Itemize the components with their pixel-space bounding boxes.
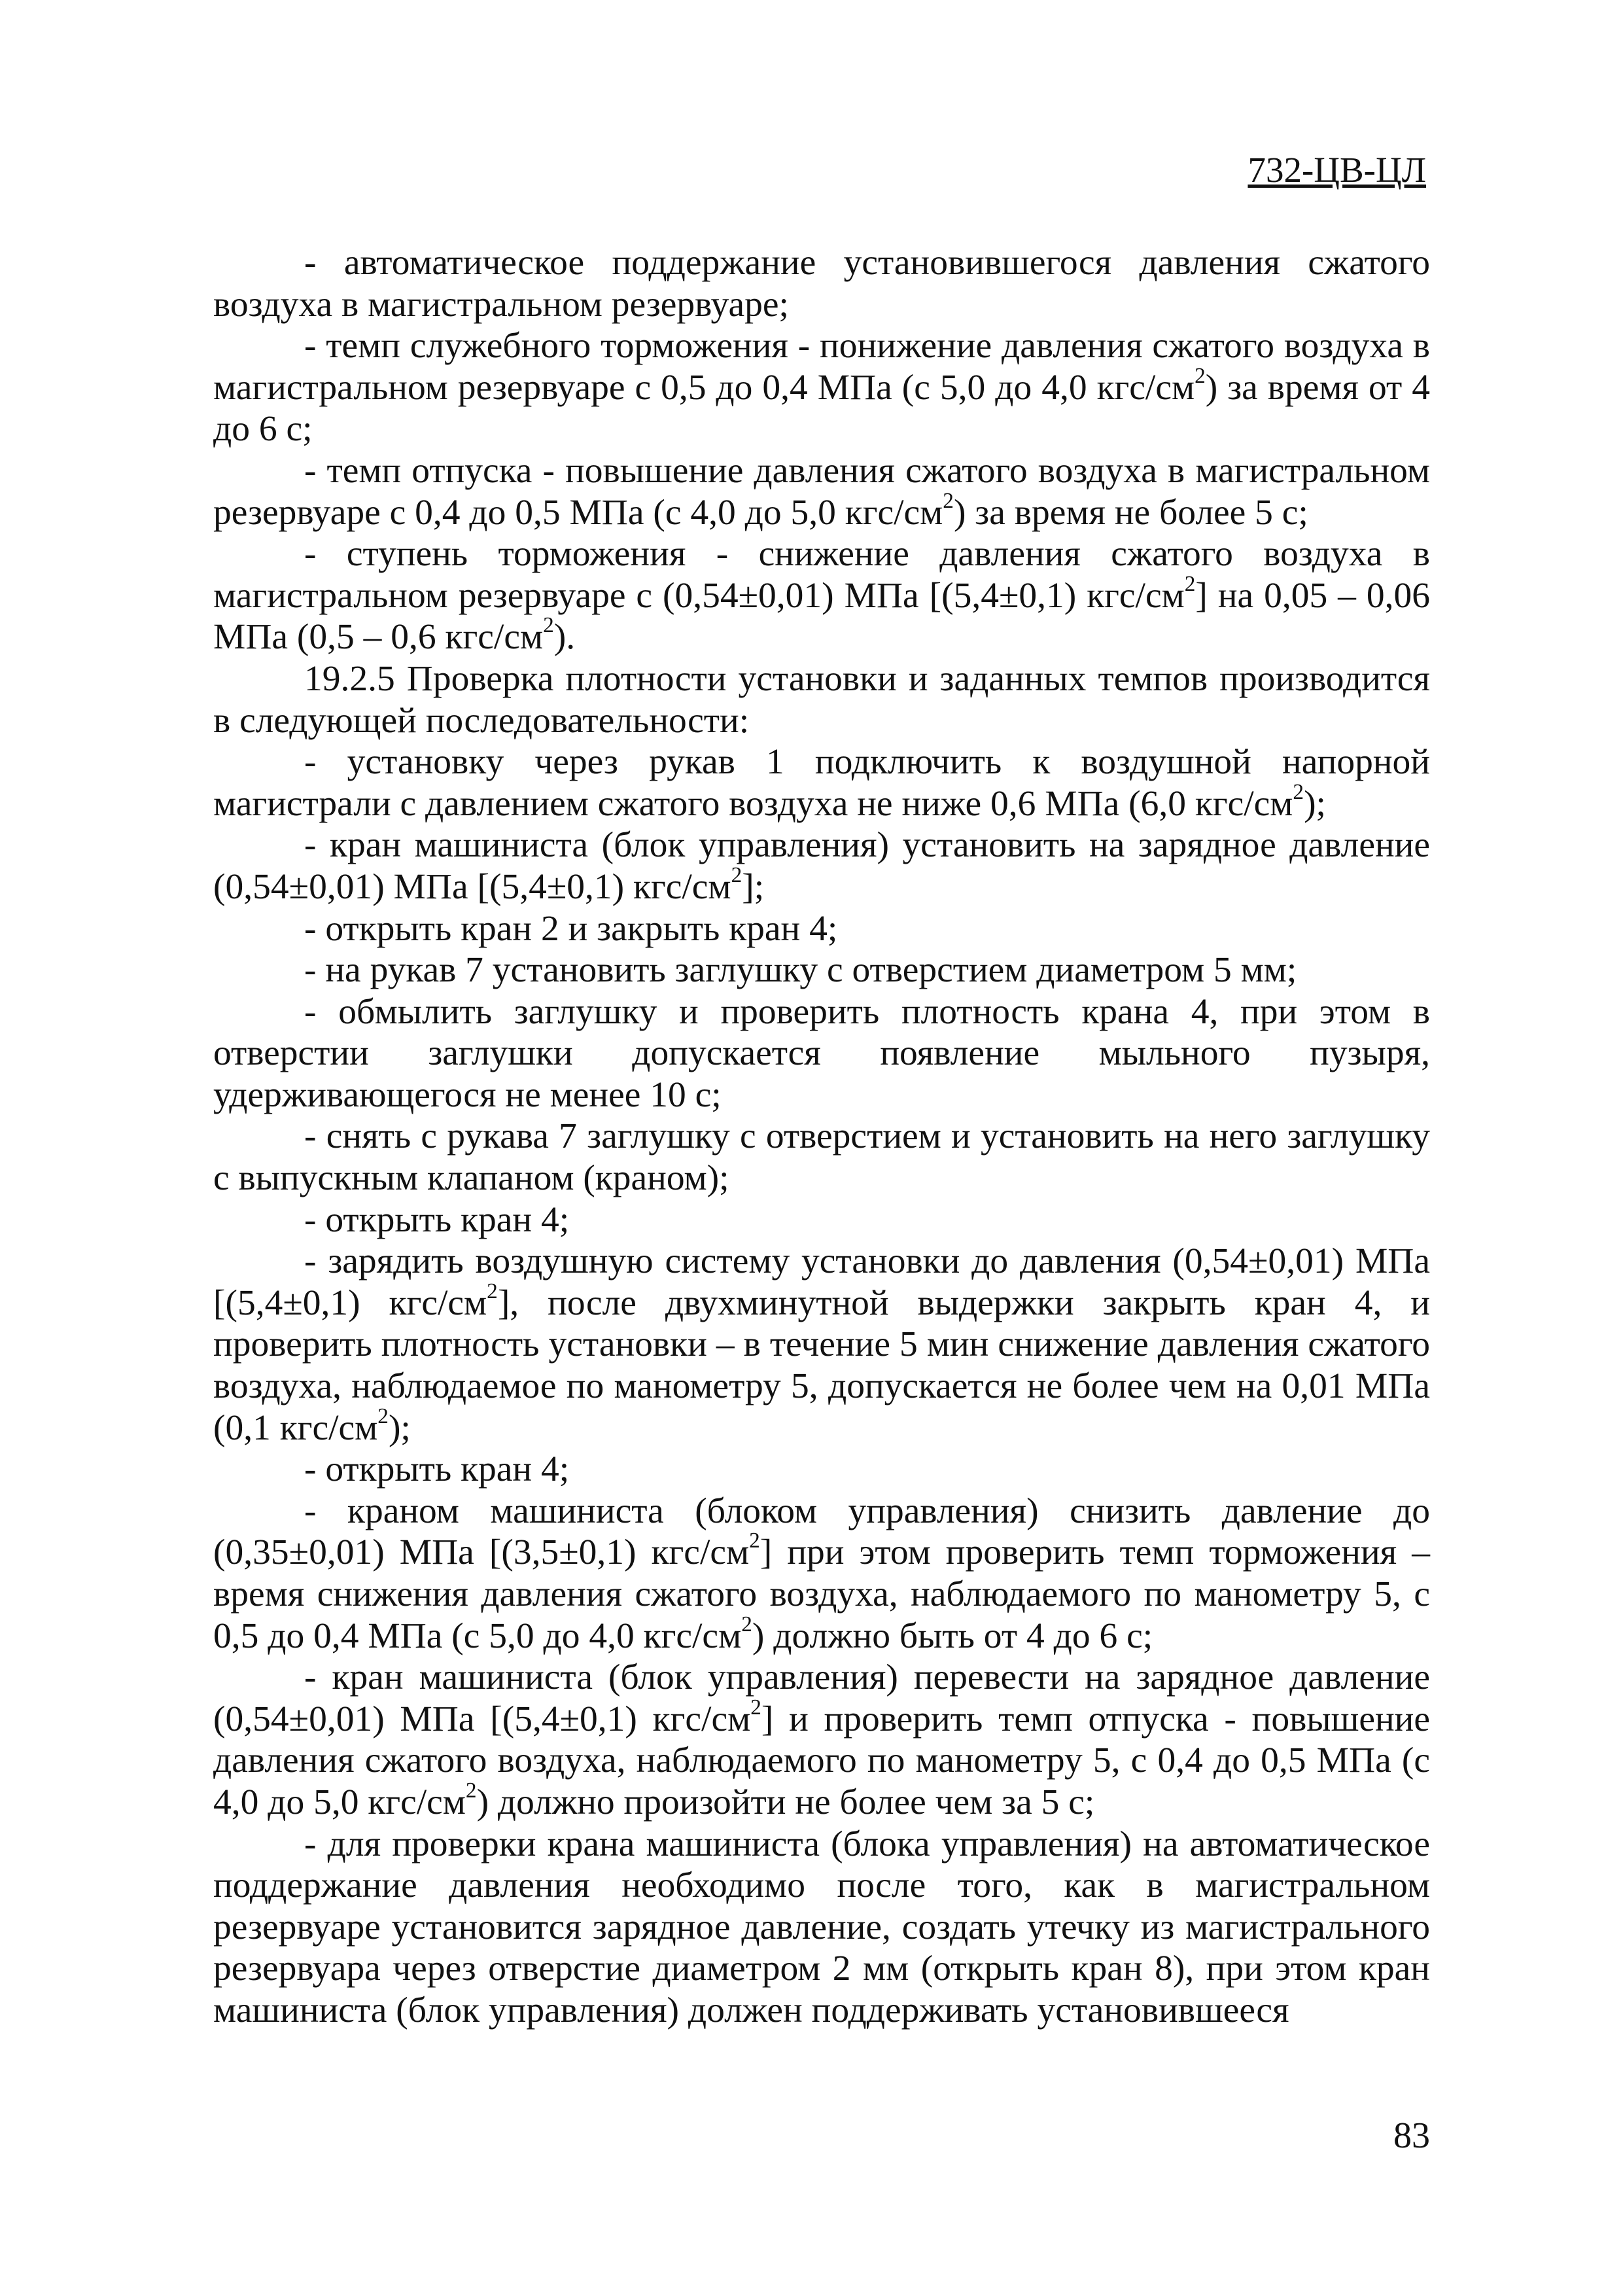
- superscript-two: 2: [741, 1612, 752, 1636]
- superscript-two: 2: [543, 613, 554, 638]
- paragraph-step-set-charge-pressure: - кран машиниста (блок управления) установить на зарядное давление (0,54±0,01) МПа [(5,4±0,1) кгс/$см^2$];: [213, 825, 1430, 907]
- paragraph-step-open-valve-4: - открыть кран 4;: [304, 1199, 570, 1240]
- paragraph-step-return-charge-pressure: - кран машиниста (блок управления) перевести на зарядное давление (0,54±0,01) МПа [(5,4±0,1) кгс/$см^2$] и проверить темп отпуска - повышение давления сжатого воздуха, наблюдаемого по манометру 5, с 0,4 до 0,5 МПа (с 4,0 до 5,0 кгс/$см^2$) должно произойти не более чем за 5 с;: [213, 1657, 1430, 1822]
- paragraph-step-install-plug: - на рукав 7 установить заглушку с отверстием диаметром 5 мм;: [304, 950, 1297, 991]
- page-number: 83: [1393, 2115, 1430, 2156]
- superscript-two: 2: [1195, 363, 1206, 388]
- superscript-two: 2: [1184, 571, 1196, 596]
- document-body: [213, 242, 1430, 2032]
- paragraph-step-replace-plug: - снять с рукава 7 заглушку с отверстием и установить на него заглушку с выпускным клапаном (краном);: [213, 1116, 1430, 1199]
- paragraph-auto-maintenance: - автоматическое поддержание установившегося давления сжатого воздуха в магистральном резервуаре;: [213, 243, 1430, 325]
- paragraph-step-charge-system: - зарядить воздушную систему установки до давления (0,54±0,01) МПа [(5,4±0,1) кгс/$см^2$], после двухминутной выдержки закрыть кран 4, и проверить плотность установки – в течение 5 мин снижение давления сжатого воздуха, наблюдаемое по манометру 5, допускается не более чем на 0,01 МПа (0,1 кгс/$см^2$);: [213, 1241, 1430, 1448]
- paragraph-section-19-2-5: 19.2.5 Проверка плотности установки и заданных темпов производится в следующей последовательности:: [213, 658, 1430, 741]
- superscript-two: 2: [377, 1404, 389, 1428]
- document-code: 732-ЦВ-ЦЛ: [1248, 150, 1426, 190]
- superscript-two: 2: [487, 1279, 498, 1303]
- paragraph-service-braking-rate: - темп служебного торможения - понижение давления сжатого воздуха в магистральном резервуаре с 0,5 до 0,4 МПа (с 5,0 до 4,0 кгс/$см^2$) за время от 4 до 6 с;: [213, 326, 1430, 450]
- paragraph-step-reduce-pressure: - краном машиниста (блоком управления) снизить давление до (0,35±0,01) МПа [(3,5±0,1) кгс/$см^2$] при этом проверить темп торможения – время снижения давления сжатого воздуха, наблюдаемого по манометру 5, с 0,5 до 0,4 МПа (с 5,0 до 4,0 кгс/$см^2$) должно быть от 4 до 6 с;: [213, 1491, 1430, 1656]
- paragraph-braking-step: - ступень торможения - снижение давления сжатого воздуха в магистральном резервуаре с (0,54±0,01) МПа [(5,4±0,1) кгс/$см^2$] на 0,05 – 0,06 МПа (0,5 – 0,6 кгс/$см^2$).: [213, 534, 1430, 658]
- superscript-two: 2: [465, 1778, 477, 1803]
- paragraph-step-soap-test: - обмылить заглушку и проверить плотность крана 4, при этом в отверстии заглушки допускается появление мыльного пузыря, удерживающегося не менее 10 с;: [213, 991, 1430, 1115]
- paragraph-release-rate: - темп отпуска - повышение давления сжатого воздуха в магистральном резервуаре с 0,4 до 0,5 МПа (с 4,0 до 5,0 кгс/$см^2$) за время не более 5 с;: [213, 450, 1430, 533]
- superscript-two: 2: [731, 862, 742, 887]
- superscript-two: 2: [750, 1695, 761, 1720]
- paragraph-step-open-valve-4-again: - открыть кран 4;: [304, 1449, 570, 1490]
- paragraph-step-connect-hose: - установку через рукав 1 подключить к воздушной напорной магистрали с давлением сжатого воздуха не ниже 0,6 МПа (6,0 кгс/$см^2$);: [213, 742, 1430, 824]
- paragraph-step-auto-maintenance-check: - для проверки крана машиниста (блока управления) на автоматическое поддержание давления необходимо после того, как в магистральном резервуаре установится зарядное давление, создать утечку из магистрального резервуара через отверстие диаметром 2 мм (открыть кран 8), при этом кран машиниста (блок управления) должен поддерживать установившееся: [213, 1824, 1430, 2030]
- superscript-two: 2: [749, 1528, 760, 1553]
- superscript-two: 2: [1293, 779, 1304, 804]
- superscript-two: 2: [943, 488, 954, 513]
- paragraph-step-open-close-valves: - открыть кран 2 и закрыть кран 4;: [304, 908, 838, 949]
